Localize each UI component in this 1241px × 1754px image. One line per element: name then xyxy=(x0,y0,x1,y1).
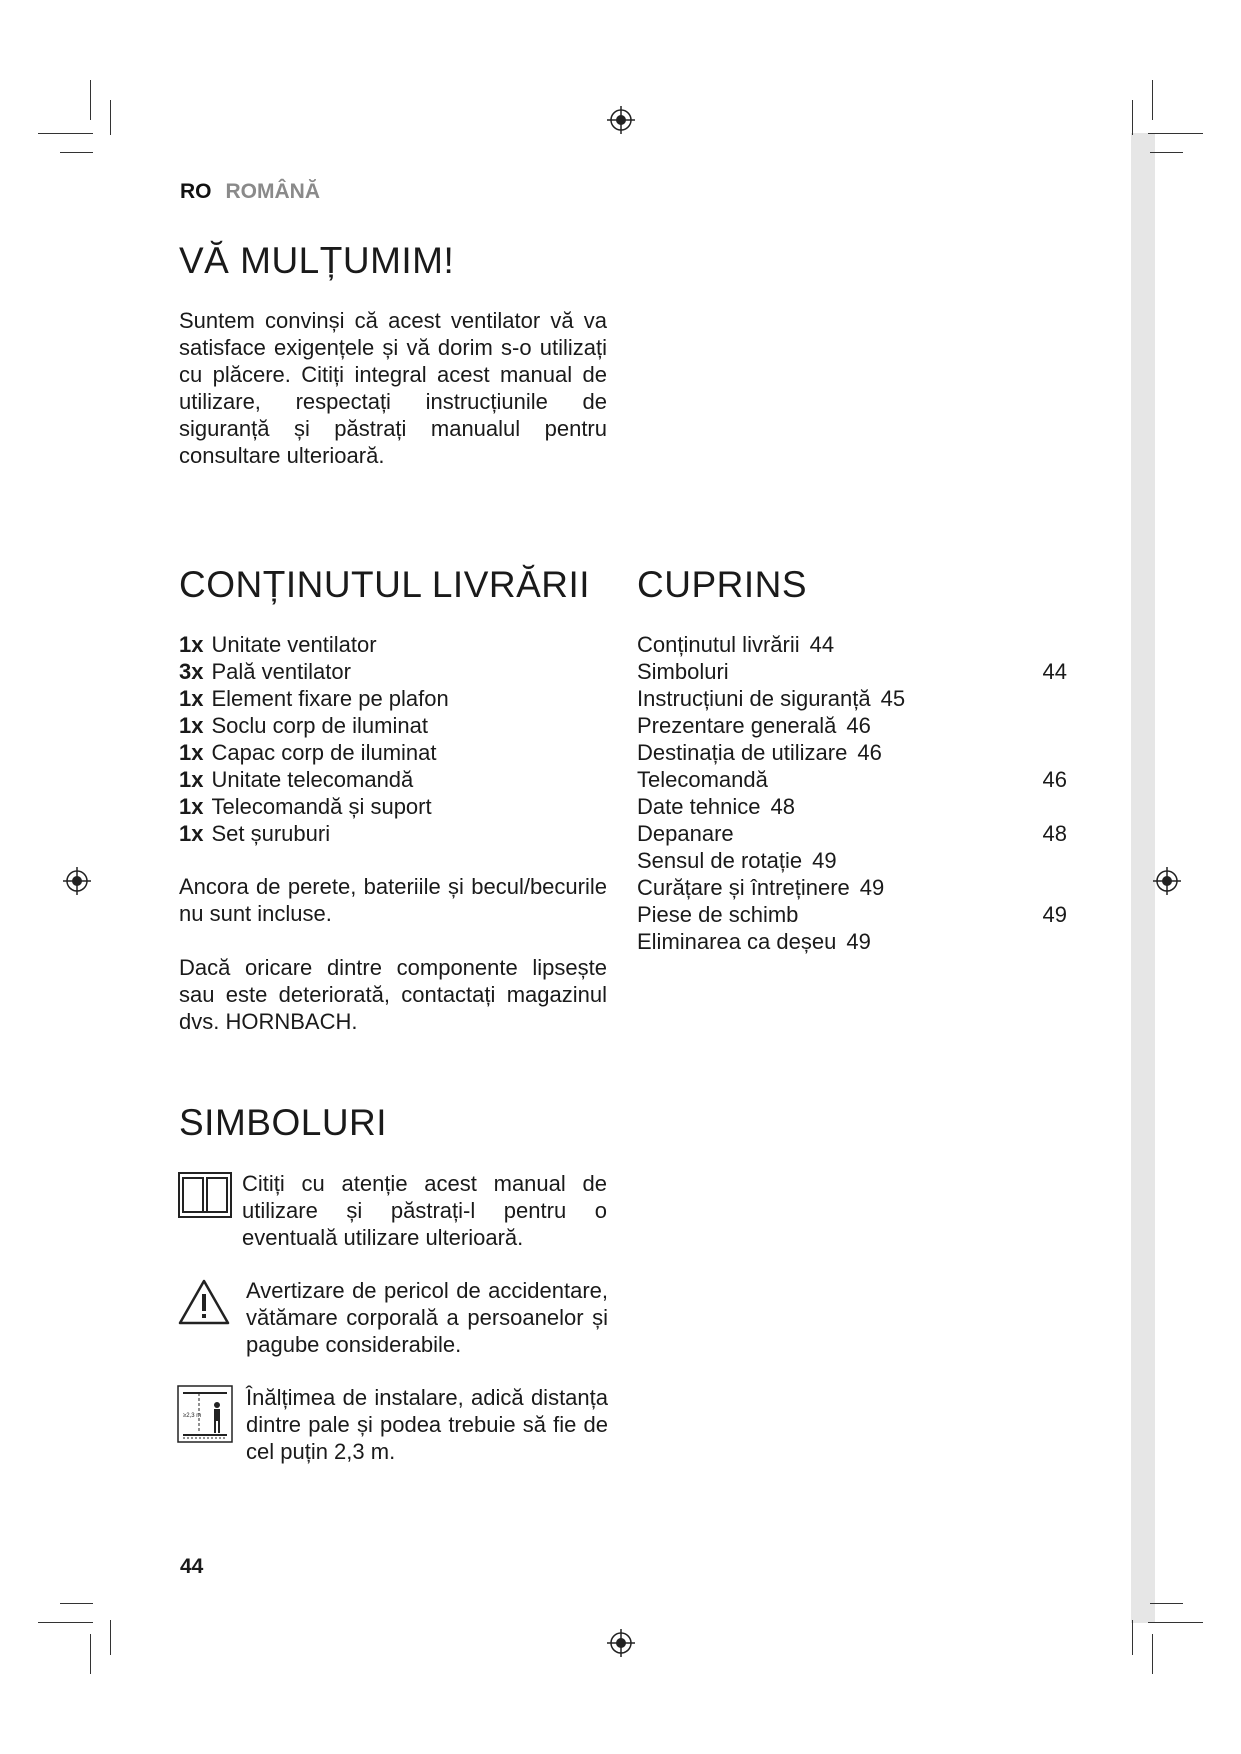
delivery-item xyxy=(179,685,609,712)
delivery-item-qty: 1x xyxy=(179,686,204,711)
delivery-item-qty: 1x xyxy=(179,821,204,846)
warning-icon xyxy=(177,1278,231,1326)
delivery-item xyxy=(179,658,609,685)
book-icon xyxy=(178,1172,232,1218)
thanks-text: Suntem convinși că acest ventilator vă va satisface exigențele și vă dorim s-o utilizați cu plăcere. Citiți integral acest manual de utilizare, respectați instrucțiunile de siguranță și păstrați manualul pentru consultare ulterioară. xyxy=(179,308,607,468)
delivery-note-excluded: Ancora de perete, bateriile și becul/becurile nu sunt incluse. xyxy=(179,874,607,926)
contents-entry[interactable] xyxy=(637,901,1067,928)
delivery-item xyxy=(179,793,609,820)
contents-entry[interactable] xyxy=(637,793,1067,820)
delivery-item-label: Set șuruburi xyxy=(211,821,331,846)
page-number: 44 xyxy=(180,1555,204,1578)
contents-title: CUPRINS xyxy=(637,564,808,605)
delivery-item-label: Pală ventilator xyxy=(211,659,351,684)
contents-entry[interactable] xyxy=(637,712,1067,739)
delivery-item xyxy=(179,712,609,739)
registration-mark-icon xyxy=(606,105,636,135)
contents-list xyxy=(637,631,1067,955)
delivery-item-qty: 1x xyxy=(179,632,204,657)
contents-entry-label: Piese de schimb xyxy=(637,902,799,927)
language-name: ROMÂNĂ xyxy=(225,180,320,203)
contents-entry-label: Prezentare generală xyxy=(637,713,837,738)
delivery-item-label: Unitate ventilator xyxy=(211,632,377,657)
installation-height-icon-label: ≥2,3 m xyxy=(183,1413,202,1419)
contents-entry-label: Curățare și întreținere xyxy=(637,875,850,900)
contents-entry-page: 46 xyxy=(857,740,882,765)
delivery-item xyxy=(179,631,609,658)
symbol-book-text: Citiți cu atenție acest manual de utilizare și păstrați-l pentru o eventuală utilizare ulterioară. xyxy=(242,1171,607,1250)
language-header xyxy=(180,180,320,204)
contents-entry-label: Eliminarea ca deșeu xyxy=(637,929,837,954)
delivery-item-label: Capac corp de iluminat xyxy=(211,740,437,765)
contents-entry-label: Sensul de rotație xyxy=(637,848,803,873)
delivery-item-qty: 1x xyxy=(179,713,204,738)
contents-entry-page: 48 xyxy=(1042,821,1067,846)
contents-entry[interactable] xyxy=(637,928,1067,955)
contents-entry-page: 46 xyxy=(1042,767,1067,792)
delivery-title: CONȚINUTUL LIVRĂRII xyxy=(179,564,591,605)
delivery-item-label: Telecomandă și suport xyxy=(211,794,432,819)
contents-entry-page: 45 xyxy=(880,686,906,711)
symbols-title: SIMBOLURI xyxy=(179,1102,388,1143)
contents-entry[interactable] xyxy=(637,685,1067,712)
installation-height-icon xyxy=(177,1385,233,1443)
contents-entry-page: 48 xyxy=(770,794,796,819)
delivery-item-label: Soclu corp de iluminat xyxy=(211,713,428,738)
contents-entry[interactable] xyxy=(637,631,1067,658)
contents-entry-label: Simboluri xyxy=(637,659,729,684)
delivery-item xyxy=(179,820,609,847)
language-code: RO xyxy=(180,180,212,203)
contents-entry[interactable] xyxy=(637,820,1067,847)
contents-entry[interactable] xyxy=(637,766,1067,793)
symbol-warning-text: Avertizare de pericol de accidentare, vătămare corporală a persoanelor și pagube considerabile. xyxy=(246,1278,608,1357)
contents-entry-label: Destinația de utilizare xyxy=(637,740,848,765)
delivery-item-label: Element fixare pe plafon xyxy=(211,686,449,711)
delivery-item-qty: 3x xyxy=(179,659,204,684)
symbol-height-text: Înălțimea de instalare, adică distanța dintre pale și podea trebuie să fie de cel puțin 2,3 m. xyxy=(246,1385,608,1464)
contents-entry[interactable] xyxy=(637,739,1067,766)
contents-entry-page: 49 xyxy=(812,848,837,873)
contents-entry[interactable] xyxy=(637,874,1067,901)
contents-entry[interactable] xyxy=(637,847,1067,874)
thanks-title: VĂ MULȚUMIM! xyxy=(179,240,455,281)
registration-mark-icon xyxy=(1152,866,1182,896)
contents-entry-page: 44 xyxy=(1042,659,1067,684)
contents-entry[interactable] xyxy=(637,658,1067,685)
contents-entry-page: 44 xyxy=(809,632,835,657)
contents-entry-page: 49 xyxy=(1042,902,1067,927)
delivery-item xyxy=(179,766,609,793)
registration-mark-icon xyxy=(606,1628,636,1658)
contents-entry-label: Date tehnice xyxy=(637,794,761,819)
contents-entry-page: 49 xyxy=(846,929,871,954)
delivery-item-qty: 1x xyxy=(179,767,204,792)
delivery-list xyxy=(179,631,609,847)
contents-entry-label: Instrucțiuni de siguranță xyxy=(637,686,871,711)
delivery-item-label: Unitate telecomandă xyxy=(211,767,414,792)
contents-entry-label: Depanare xyxy=(637,821,734,846)
delivery-note-contact: Dacă oricare dintre componente lipsește sau este deteriorată, contactați magazinul dvs. HORNBACH. xyxy=(179,955,607,1034)
delivery-item-qty: 1x xyxy=(179,794,204,819)
contents-entry-label: Telecomandă xyxy=(637,767,768,792)
contents-entry-page: 49 xyxy=(859,875,885,900)
delivery-item-qty: 1x xyxy=(179,740,204,765)
registration-mark-icon xyxy=(62,866,92,896)
delivery-item xyxy=(179,739,609,766)
contents-entry-label: Conținutul livrării xyxy=(637,632,800,657)
contents-entry-page: 46 xyxy=(846,713,871,738)
